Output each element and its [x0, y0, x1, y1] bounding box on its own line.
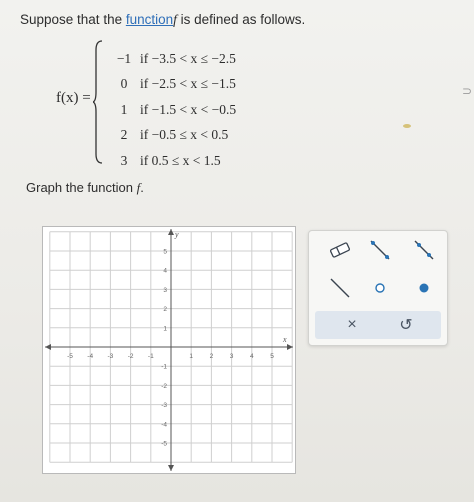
instruction-text: Graph the function — [26, 180, 137, 195]
y-tick-label: -1 — [161, 363, 167, 371]
y-axis-label: y — [175, 230, 179, 239]
y-tick-label: 4 — [163, 267, 167, 275]
case-condition: if 0.5 ≤ x < 1.5 — [140, 152, 221, 168]
coordinate-grid[interactable] — [43, 227, 295, 473]
x-tick-label: 3 — [229, 353, 234, 360]
function-label: f(x) = — [56, 90, 91, 106]
case-value: 2 — [120, 127, 128, 143]
segment-tool[interactable] — [365, 237, 395, 263]
case-row — [108, 148, 236, 174]
instruction-function-var: f — [136, 180, 141, 195]
case-condition: if −2.5 < x ≤ −1.5 — [140, 76, 236, 92]
problem-intro — [20, 12, 305, 28]
undo-button[interactable]: ↺ — [399, 317, 413, 334]
intro-text-post: is defined as follows. — [176, 12, 306, 27]
y-tick-label: -3 — [161, 402, 167, 410]
x-axis-arrow-left-icon — [45, 344, 51, 350]
case-row — [108, 97, 236, 123]
eraser-icon — [328, 241, 352, 259]
x-tick-label: -5 — [67, 353, 73, 360]
case-row — [108, 46, 236, 72]
case-value: 1 — [120, 101, 128, 117]
ray-icon — [411, 238, 437, 262]
closed-circle-icon — [414, 278, 434, 298]
case-condition: if −1.5 < x < −0.5 — [140, 101, 237, 117]
left-brace — [93, 40, 103, 164]
x-tick-label: -3 — [107, 353, 114, 360]
piecewise-cases — [108, 46, 236, 174]
graph-instruction — [26, 180, 144, 196]
closed-point-tool[interactable] — [409, 275, 439, 301]
intro-function-var: f — [173, 12, 177, 27]
x-tick-label: -2 — [127, 353, 134, 360]
x-tick-label: 2 — [209, 353, 214, 360]
x-tick-label: 5 — [270, 353, 274, 360]
graphing-canvas[interactable] — [42, 226, 296, 474]
case-condition: if −3.5 < x ≤ −2.5 — [140, 50, 236, 66]
eraser-tool[interactable] — [325, 237, 355, 263]
y-tick-label: 1 — [163, 325, 167, 333]
case-condition: if −0.5 ≤ x < 0.5 — [140, 127, 229, 143]
case-value: 3 — [120, 152, 128, 168]
y-tick-label: 3 — [163, 286, 167, 294]
function-link[interactable]: function — [125, 12, 174, 27]
x-tick-label: 4 — [249, 353, 254, 360]
page-smudge — [403, 124, 411, 128]
clear-button[interactable]: × — [347, 316, 357, 333]
y-tick-label: 5 — [163, 248, 167, 256]
case-value: 0 — [120, 76, 128, 92]
y-tick-label: -4 — [161, 421, 167, 429]
y-tick-label: -2 — [161, 382, 167, 390]
case-row — [108, 123, 236, 149]
intro-text-pre: Suppose that the — [20, 12, 126, 27]
open-circle-icon — [370, 278, 390, 298]
x-tick-label: 1 — [189, 353, 194, 360]
graph-toolbox — [308, 230, 448, 346]
y-axis-arrow-down-icon — [168, 465, 174, 471]
x-tick-label: -1 — [147, 353, 154, 360]
case-value: −1 — [116, 50, 132, 66]
x-tick-label: -4 — [87, 353, 94, 360]
open-point-tool[interactable] — [365, 275, 395, 301]
ray-tool[interactable] — [409, 237, 439, 263]
action-bar — [315, 311, 441, 339]
y-tick-label: -5 — [161, 440, 167, 448]
scroll-edge-icon: ⊃ — [462, 84, 473, 98]
line-icon — [327, 276, 353, 300]
line-tool[interactable] — [325, 275, 355, 301]
x-axis-label: x — [283, 335, 287, 344]
segment-icon — [367, 238, 393, 262]
y-tick-label: 2 — [163, 306, 167, 314]
instruction-period: . — [140, 180, 144, 195]
case-row — [108, 72, 236, 98]
